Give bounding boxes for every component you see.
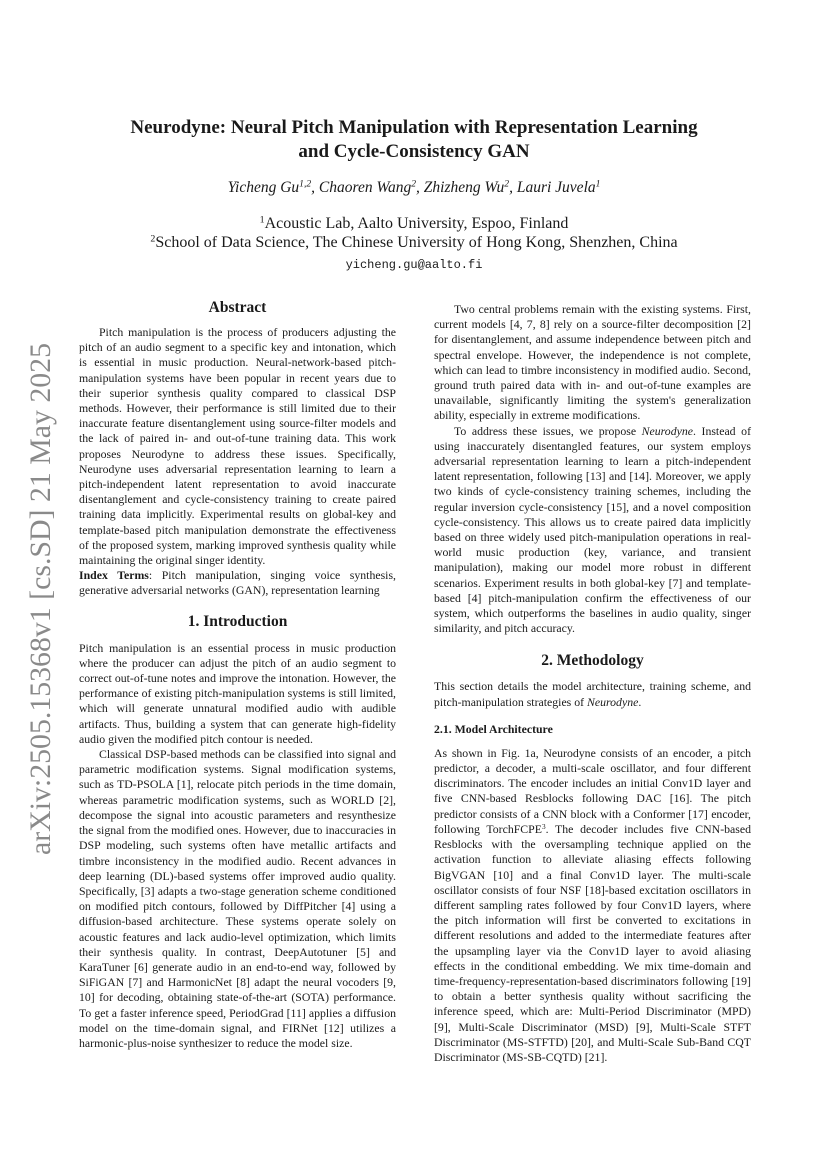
author-affiliation-mark: 1,2 (299, 178, 312, 190)
author-name: Yicheng Gu (227, 179, 300, 196)
index-terms (79, 568, 396, 598)
index-terms-text: : Pitch manipulation, singing voice synthesis, generative adversarial networks (GAN), representation learning (79, 568, 396, 598)
arxiv-identifier-stamp (18, 339, 58, 859)
introduction-paragraph-2: Classical DSP-based methods can be classified into signal and parametric modification systems. Signal modification systems, such as TD-PSOLA [1], relocate pitch periods in the time domain, whereas parametric modification systems, such as WORLD [2], decompose the signal into acoustic parameters and resynthesize the signal from the modified ones. However, due to inaccuracies in DSP modeling, such systems often have metallic artifacts and timbre inconsistency in the modified audio. Recent advances in deep learning (DL)-based systems offer improved audio quality. Specifically, [3] adapts a two-stage generation scheme conditioned on modified pitch contours, followed by DiffPitcher [4] using a diffusion-based architecture. These systems operate solely on acoustic features and lack audio-level optimization, which limits their synthesis quality. In contrast, DeepAutotuner [5] and KaraTuner [6] generate audio in an end-to-end way, followed by SiFiGAN [7] and HarmonicNet [8] adapt the neural vocoders [9, 10] for decoding, obtaining state-of-the-art (SOTA) performance. To get a faster inference speed, PeriodGrad [11] applies a diffusion model on the time-domain signal, and FIRNet [12] utilizes a harmonic-plus-noise synthesizer to reduce the model size. (79, 747, 396, 1050)
index-terms-label: Index Terms (79, 568, 149, 583)
methodology-heading: 2. Methodology (541, 652, 644, 670)
author-affiliation-mark: 1 (595, 178, 601, 190)
paragraph-text: . The decoder includes five CNN-based Resblocks with the oversampling technique applied on the activation function to alleviate aliasing effects following BigVGAN [10] and a final Conv1D layer. The multi-scale oscillator consists of four NSF [18]-based excitation oscillators in different sampling rates followed by four Conv1D layers, where the pitch information will first be converted to excitations in different resolutions and added to the intermediate features after the upsampling layer via the Conv1D layer to avoid aliasing effects in the conditional embedding. We mix time-domain and time-frequency-representation-based discriminators following [19] to obtain a better synthesis quality without sacrificing the inference speed, which are: Multi-Period Discriminator (MPD) [9], Multi-Scale Discriminator (MSD) [9], Multi-Scale STFT Discriminator (MS-STFTD) [20], and Multi-Scale Sub-Band CQT Discriminator (MS-SB-CQTD) [21]. (434, 821, 751, 1064)
paper-title-line-2: and Cycle-Consistency GAN (298, 141, 530, 162)
author-separator: , (416, 179, 424, 196)
model-architecture-heading: 2.1. Model Architecture (434, 721, 553, 736)
author-affiliation-mark: 2 (504, 178, 510, 190)
author-name: Chaoren Wang (318, 179, 412, 196)
author-separator: , (311, 179, 319, 196)
system-name-emphasis: Neurodyne (587, 694, 639, 709)
introduction-paragraph-4 (434, 424, 751, 637)
author-list (80, 178, 748, 198)
abstract-text: Pitch manipulation is the process of producers adjusting the pitch of an audio segment to a specific key and intonation, which is essential in music production. Neural-network-based pitch-manipulation systems have been popular in recent years due to their superior synthesis quality compared to classical DSP methods. However, their performance is still limited due to their inaccurate feature disentanglement using source-filter models and the lack of paired in- and out-of-tune training data. This work proposes Neurodyne to address these issues. Specifically, Neurodyne uses adversarial representation learning to learn a pitch-independent latent representation to avoid inaccurate disentanglement and cycle-consistency training to create paired training data implicitly. Experimental results on global-key and template-based pitch manipulation demonstrate the effectiveness of the proposed system, marking improved synthesis quality while maintaining the original singer identity. (79, 325, 396, 568)
introduction-heading: 1. Introduction (187, 612, 288, 630)
author-affiliation-mark: 2 (411, 178, 417, 190)
footnote-mark: 3 (541, 821, 546, 831)
affiliation-mark: 2 (150, 233, 156, 245)
paragraph-text: As shown in Fig. 1a, Neurodyne consists of an encoder, a pitch predictor, a decoder, a multi-scale oscillator, and four different discriminators. The encoder includes an initial Conv1D layer and five CNN-based Resblocks following DAC [16]. The pitch predictor consists of a CNN block with a Conformer [17] encoder, following TorchFCPE (434, 745, 751, 836)
right-column (434, 302, 751, 1065)
affiliation-2 (60, 233, 768, 253)
paper-title (80, 116, 748, 164)
author-name: Zhizheng Wu (423, 179, 505, 196)
paragraph-text: . (638, 694, 642, 709)
author-email: yicheng.gu@aalto.fi (345, 258, 483, 272)
paragraph-text: . Instead of using inaccurately disentangled features, our system employs adversarial representation learning to learn a pitch-independent latent representation, following [13] and [14]. Moreover, we apply two kinds of cycle-consistency training schemes, including the regular inversion cycle-consistency [15], and a novel composition cycle-consistency. This allows us to create paired data implicitly based on three widely used pitch-manipulation operations in real-world music production (key, variance, and transient manipulation), making our model more robust in different scenarios. Experiment results in both global-key [7] and template-based [4] pitch-manipulation confirm the effectiveness of our system, which outperforms the baselines in audio quality, singer similarity, and pitch accuracy. (434, 423, 751, 636)
paragraph-text: To address these issues, we propose (454, 423, 642, 438)
abstract-heading: Abstract (208, 299, 267, 316)
arxiv-identifier-text: arXiv:2505.15368v1 [cs.SD] 21 May 2025 (24, 340, 57, 855)
affiliation-text: Acoustic Lab, Aalto University, Espoo, Finland (264, 215, 569, 232)
model-architecture-paragraph (434, 746, 751, 1065)
affiliation-text: School of Data Science, The Chinese University of Hong Kong, Shenzhen, China (155, 234, 678, 251)
methodology-intro (434, 679, 751, 709)
affiliation-1 (60, 214, 768, 234)
paragraph-text: This section details the model architecture, training scheme, and pitch-manipulation strategies of (434, 679, 751, 709)
paper-title-line-1: Neurodyne: Neural Pitch Manipulation with Representation Learning (130, 117, 698, 138)
author-separator: , (509, 179, 517, 196)
affiliation-mark: 1 (259, 214, 265, 226)
introduction-paragraph-1: Pitch manipulation is an essential process in music production where the producer can adjust the pitch of an audio segment to correct out-of-tune notes and improve the intonation. However, the performance of existing pitch-manipulation systems is still limited, which will generate unnatural modified audio with audible artifacts. Thus, building a system that can generate high-fidelity audio given the modified pitch contour is needed. (79, 640, 396, 746)
author-name: Lauri Juvela (516, 179, 596, 196)
arxiv-identifier-svg (18, 339, 58, 859)
left-column (79, 298, 396, 1051)
system-name-emphasis: Neurodyne (641, 423, 693, 438)
introduction-paragraph-3: Two central problems remain with the existing systems. First, current models [4, 7, 8] rely on a source-filter decomposition [2] for disentanglement, and assume independence between pitch and spectral envelope. However, the independence is not complete, which can lead to timbre inconsistency in modified audio. Second, ground truth paired data with in- and out-of-tune examples are unavailable, significantly limiting the system's generalization ability, especially in extreme modifications. (434, 302, 751, 423)
